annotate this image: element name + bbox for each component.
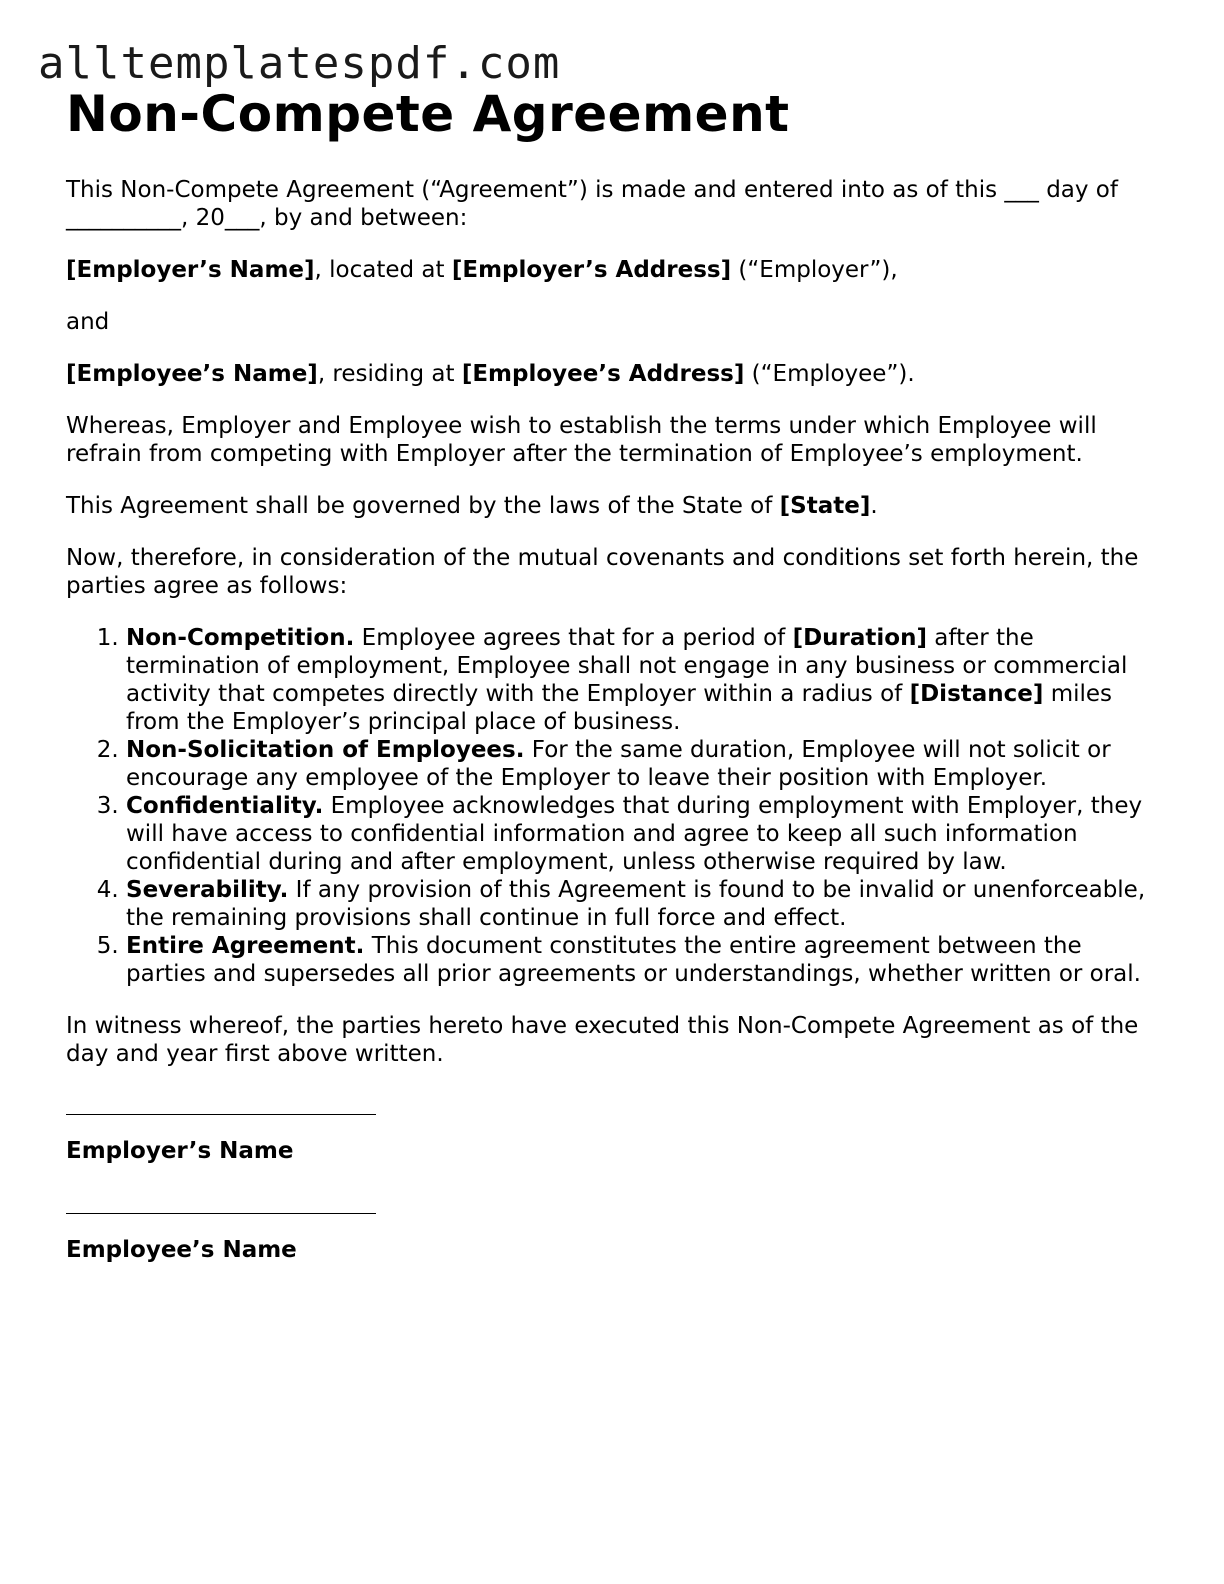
governing-law-paragraph [66, 492, 1146, 520]
employee-signature-label: Employee’s Name [66, 1237, 297, 1263]
employer-signature-line[interactable] [66, 1114, 376, 1115]
clause-non-competition [126, 624, 1146, 736]
distance-placeholder: [Distance] [909, 681, 1044, 707]
document-body [66, 84, 1146, 1264]
and-text: and [66, 309, 110, 335]
clause-non-solicitation [126, 736, 1146, 792]
governing-law-suffix: . [870, 493, 878, 519]
governing-law-text: This Agreement shall be governed by the laws of the State of [66, 493, 780, 519]
intro-paragraph: This Non-Compete Agreement (“Agreement”) is made and entered into as of this ___ day of __________, 20___, by and between: [66, 177, 1118, 231]
employer-party-line [66, 256, 1146, 284]
clause-confidentiality [126, 792, 1146, 876]
clause-text: If any provision of this Agreement is found to be invalid or unenforceable, the remaining provisions shall continue in full force and effect. [126, 877, 1146, 931]
residing-at-text: , residing at [317, 361, 462, 387]
clause-title: Non-Competition. [126, 625, 355, 651]
clause-severability [126, 876, 1146, 932]
clause-text: miles from the Employer’s principal place of business. [126, 681, 1113, 735]
clause-entire-agreement [126, 932, 1146, 988]
employee-party-line [66, 360, 1146, 388]
employee-name-placeholder: [Employee’s Name] [66, 361, 318, 387]
watermark-text: alltemplatespdf.com [38, 38, 561, 89]
employer-address-placeholder: [Employer’s Address] [451, 257, 732, 283]
whereas-paragraph: Whereas, Employer and Employee wish to establish the terms under which Employee will refrain from competing with Employer after the termination of Employee’s employment. [66, 413, 1097, 467]
duration-placeholder: [Duration] [792, 625, 927, 651]
employer-role-text: (“Employer”), [731, 257, 898, 283]
clause-text: Employee acknowledges that during employment with Employer, they will have access to confidential information and agree to keep all such information confidential during and after employment, unless otherwise required by law. [126, 793, 1143, 875]
clause-text: For the same duration, Employee will not solicit or encourage any employee of the Employer to leave their position with Employer. [126, 737, 1111, 791]
clauses-list [66, 624, 1146, 988]
employer-signature-label: Employer’s Name [66, 1138, 294, 1164]
clause-title: Severability. [126, 877, 289, 903]
clause-text: after the termination of employment, Employee shall not engage in any business or commercial activity that competes directly with the Employer within a radius of [126, 625, 1128, 707]
employee-role-text: (“Employee”). [744, 361, 915, 387]
now-therefore-paragraph: Now, therefore, in consideration of the mutual covenants and conditions set forth herein, the parties agree as follows: [66, 545, 1139, 599]
clause-title: Non-Solicitation of Employees. [126, 737, 525, 763]
page-title: Non-Compete Agreement [66, 85, 790, 143]
employee-address-placeholder: [Employee’s Address] [461, 361, 745, 387]
witness-paragraph: In witness whereof, the parties hereto have executed this Non-Compete Agreement as of the day and year first above written. [66, 1013, 1139, 1067]
clause-title: Confidentiality. [126, 793, 324, 819]
state-placeholder: [State] [779, 493, 871, 519]
clause-text: Employee agrees that for a period of [354, 625, 793, 651]
employer-name-placeholder: [Employer’s Name] [66, 257, 315, 283]
clause-title: Entire Agreement. [126, 933, 365, 959]
employee-signature-line[interactable] [66, 1213, 376, 1214]
clause-text: This document constitutes the entire agreement between the parties and supersedes all prior agreements or understandings, whether written or oral. [126, 933, 1141, 987]
located-at-text: , located at [314, 257, 452, 283]
